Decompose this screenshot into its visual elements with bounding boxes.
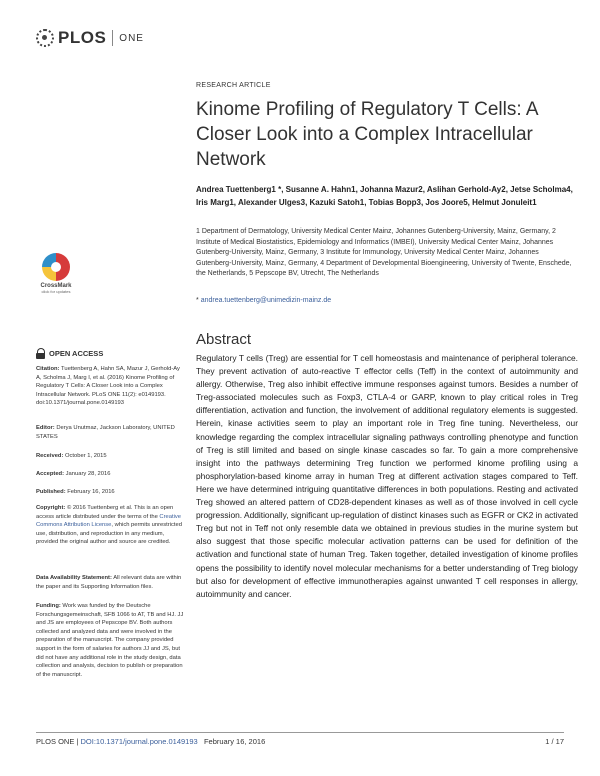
footer-doi-link[interactable]: DOI:10.1371/journal.pone.0149193 [80,737,198,746]
citation-label: Citation: [36,366,60,372]
crossmark-label: CrossMark [40,283,72,289]
published-date: February 16, 2016 [67,489,115,495]
footer-divider [36,732,564,733]
funding-block [36,602,186,679]
author-list: Andrea Tuettenberg1 *, Susanne A. Hahn1, Johanna Mazur2, Aslihan Gerhold-Ay2, Jetse Scholma4, Iris Marg1, Alexander Ulges3, Kazuki Satoh1, Tobias Bopp3, Jos Joore5, Helmut Jonuleit1 [196,185,573,207]
footer-separator: | [76,737,79,746]
open-access-badge [36,348,103,359]
funding-text: Work was funded by the Deutsche Forschungsgemeinschaft, SFB 1066 to AT, TB and HJ. JJ and JS are employees of Pepscope BV. Both authors collected and analyzed data and were involved in the preparation of the manuscript. The company provided support in the form of salaries for authors JJ and JS, but did not have any additional role in the study design, data collection and analysis, decision to publish or preparation of the manuscript. [36,603,184,678]
data-availability-block [36,574,186,591]
journal-logo[interactable] [36,28,144,48]
journal-name: ONE [119,32,144,44]
crossmark-icon [42,253,70,281]
funding-label: Funding: [36,603,61,609]
footer-date: February 16, 2016 [203,737,266,746]
editor-block [36,424,186,441]
abstract-heading: Abstract [196,331,252,348]
footer-citation [36,737,265,746]
copyright-text: © 2016 Tuettenberg et al. This is an open access article distributed under the terms of the [36,505,174,520]
data-availability-text: All relevant data are within the paper and its Supporting Information files. [36,575,182,590]
copyright-block [36,504,186,547]
correspondence-marker: * [196,297,199,304]
received-label: Received: [36,453,64,459]
accepted-block [36,470,186,479]
published-label: Published: [36,489,66,495]
accepted-label: Accepted: [36,471,65,477]
open-lock-icon [36,348,45,359]
logo-text: PLOS [58,28,107,47]
article-type: RESEARCH ARTICLE [196,82,271,89]
citation-block [36,365,186,408]
footer-journal: PLOS ONE [36,737,75,746]
crossmark-sublabel: click for updates [41,289,71,294]
citation-text: Tuettenberg A, Hahn SA, Mazur J, Gerhold-Ay A, Scholma J, Marg I, et al. (2016) Kinome Profiling of Regulatory T Cells: A Closer Look into a Complex Intracellular Network. PLoS ONE 11(2): e0149193. doi:10.1371/journal.pone.0149193 [36,366,180,407]
abstract-text: Regulatory T cells (Treg) are essential for T cell homeostasis and maintenance of peripheral tolerance. They prevent activation of auto-reactive T effector cells (Teff) in the context of autoimmunity and allergy. Otherwise, Treg also inhibit effective immune responses against tumors. Besides a number of Treg-associated molecules such as Foxp3, CTLA-4 or GARP, known to play critical roles in Treg differentiation, activation and function, the involvement of additional regulatory elements is suggested. Herein, kinase activities seem to play an important role in Treg fine tuning. Nevertheless, our knowledge regarding the complex intracellular signaling pathways controlling phenotype and function of Treg is still limited and based on single kinase cascades so far. To gain a more comprehensive insight into the pathways determining Treg function we performed kinome profiling using a phosphorylation-based kinome array in human Treg at different activation stages compared to Teff. Here we have determined intriguing quantitative differences in both populations. Resting and activated Treg showed an altered pattern of CD28-dependent kinases as well as of those involved in cell cycle progression. Additionally, significant up-regulation of distinct kinases such as EGFR or CK2 in activated Treg but not in Teff not only resemble data we obtained in previous studies in the murine system but also suggest that those specific molecular activation patterns can be used for definition of the activation and functional state of human Treg. Taken together, detailed investigation of kinome profiles opens the possibility to identify novel molecular mechanisms for a better understanding of Treg biology but also for development of effective immunotherapies against unwanted T cell responses in allergy, autoimmunity and cancer. [196,353,578,599]
accepted-date: January 28, 2016 [65,471,111,477]
license-link[interactable]: Creative Commons Attribution License [36,513,182,529]
copyright-label: Copyright: [36,505,66,511]
affiliations: 1 Department of Dermatology, University Medical Center Mainz, Johannes Gutenberg-University, Mainz, Germany, 2 Institute of Medical Biostatistics, Epidemiology and Informatics (IMBEI), University Medical Center Mainz, Johannes Gutenberg-University, Mainz, Germany, 3 Institute for Immunology, University Medical Center Mainz, Johannes Gutenberg-University, Mainz, Germany, 4 Department of Developmental Bioengineering, University of Twente, Enschede, the Netherlands, 5 Pepscope BV, Utrecht, The Netherlands [196,228,572,277]
data-availability-label: Data Availability Statement: [36,575,112,581]
plos-logo-icon [36,29,54,47]
published-block [36,488,186,497]
open-access-label: OPEN ACCESS [49,349,104,358]
logo-divider [112,30,113,46]
page-number: 1 / 17 [545,737,564,746]
received-block [36,452,186,461]
correspondence-email-link[interactable]: andrea.tuettenberg@unimedizin-mainz.de [200,297,332,304]
correspondence [196,297,331,304]
crossmark-badge[interactable] [36,253,76,294]
editor-text: Derya Unutmaz, Jackson Laboratory, UNITED STATES [36,425,175,440]
editor-label: Editor: [36,425,55,431]
copyright-text-tail: , which permits unrestricted use, distribution, and reproduction in any medium, provided the original author and source are credited. [36,522,182,546]
article-title: Kinome Profiling of Regulatory T Cells: A Closer Look into a Complex Intracellular Network [196,99,538,170]
received-date: October 1, 2015 [65,453,107,459]
